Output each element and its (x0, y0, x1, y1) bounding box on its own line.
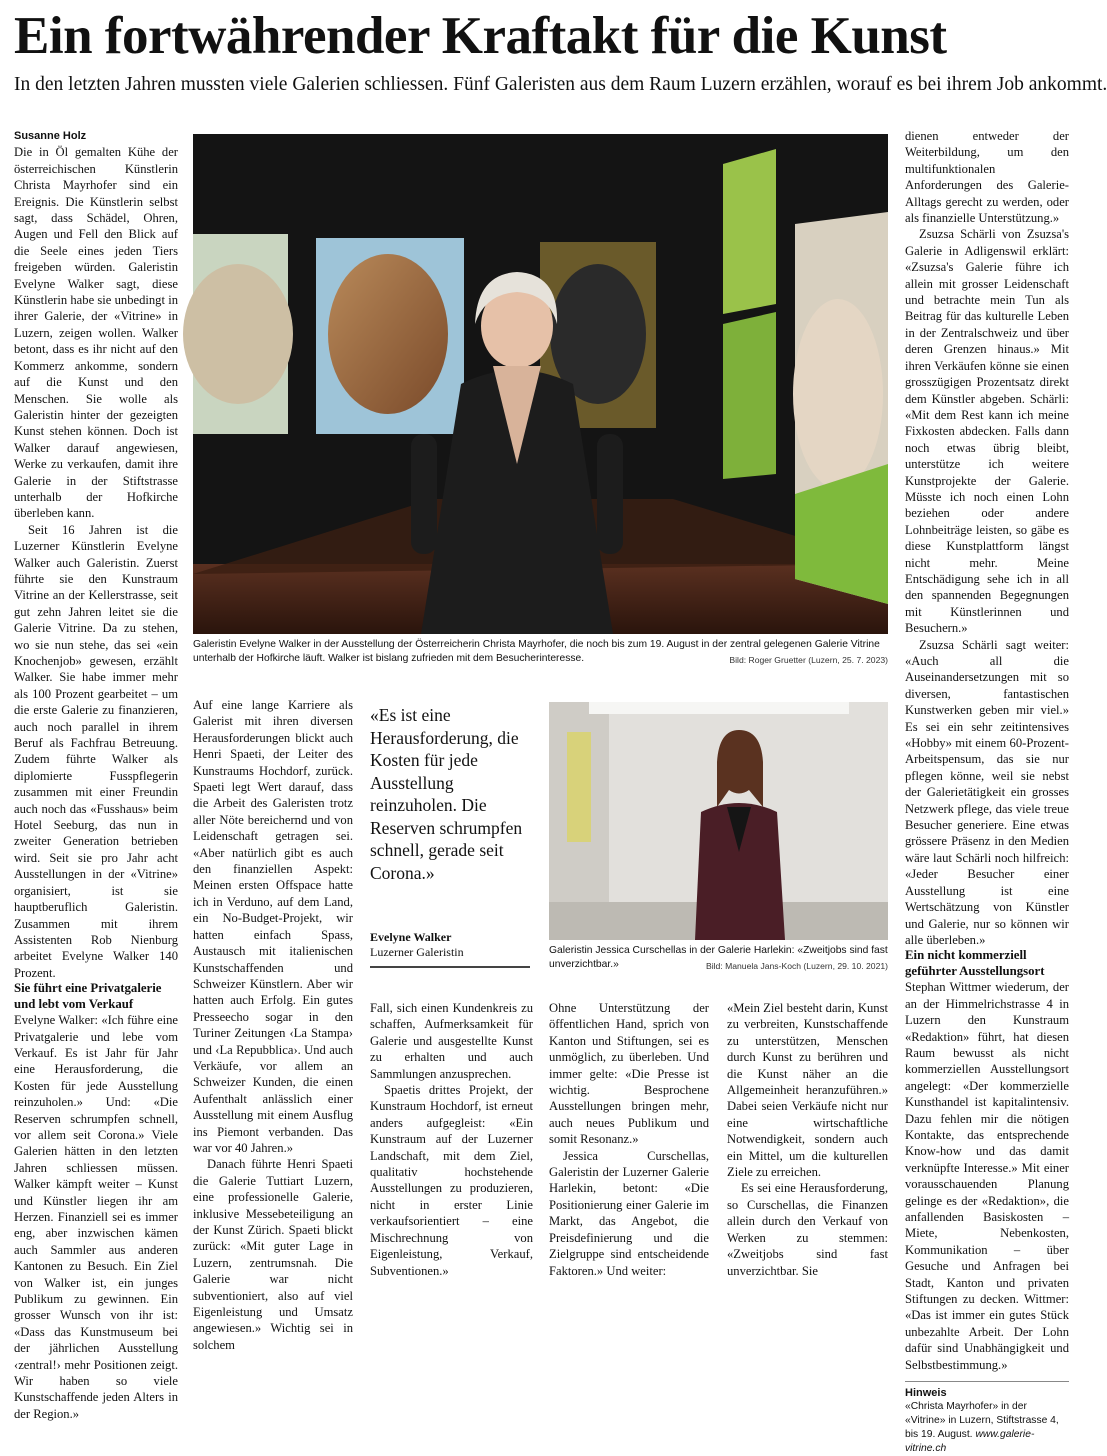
paragraph: Die in Öl gemalten Kühe der österreichischen Künstlerin Christa Mayrhofer sind ein Ereignis. Die Künstlerin selbst sagt, dass Schädel, Ohren, Augen und Fell den Blick auf die Seele eines jeden Tiers freigeben würden. Galeristin Evelyne Walker sagt, diese Künstlerin habe sie unbedingt in ihrer Galerie, der «Vitrine» in Luzern, zeigen wollen. Walker betont, dass es ihr nicht auf den Kommerz ankomme, sondern auf die Kunst und den Menschen. Sie wolle als Galeristin hinter der gezeigten Kunst stehen können. Doch ist Walker darauf angewiesen, Werke zu verkaufen, damit ihre Galerie in der Stiftstrasse unterhalb der Hofkirche überleben kann. (14, 145, 178, 521)
hinweis-box (905, 1381, 1069, 1456)
paragraph: Seit 16 Jahren ist die Luzerner Künstlerin Evelyne Walker auch Galeristin. Zuerst führte sie den Kunstraum Vitrine an der Kellerstrasse, seit gut zehn Jahren leitet sie die Galerie Vitrine. Da zu stehen, wo sie nun stehe, das sei «ein Knochenjob» gewesen, erzählt Walker. Sie habe immer mehr als 100 Prozent gearbeitet – um die erste Galerie zu finanzieren, auch noch parallel in ihrem Beruf als Fachfrau Betreuung. Zudem führte Walker als diplomierte Fusspflegerin zusammen mit einer Freundin auch noch das «Fusshaus» beim Hotel Seeburg, das nun in zweiter Generation betrieben wird. Seit sie pro Jahr acht Ausstellungen in der «Vitrine» organisiert, ist sie hauptberuflich Galeristin. Zusammen mit ihrem Assistenten Rob Nienburg arbeitet Evelyne Walker 140 Prozent. (14, 522, 178, 980)
pull-quote-role: Luzerner Galeristin (370, 945, 464, 959)
author-byline: Susanne Holz (14, 130, 87, 142)
photo-credit: Bild: Manuela Jans-Koch (Luzern, 29. 10. 2021) (705, 961, 888, 971)
pull-quote-name: Evelyne Walker (370, 930, 452, 944)
article-column-2 (193, 697, 353, 1352)
headline: Ein fortwährender Kraftakt für die Kunst (14, 7, 947, 65)
paragraph: Spaetis drittes Projekt, der Kunstraum Hochdorf, ist erneut anders aufgegleist: «Ein Kunstraum auf der Luzerner Landschaft, mit dem Ziel, qualitativ hochstehende Ausstellungen zu produzieren, nicht in erster Linie verkaufsorientiert – eine Mischrechnung von Eigenleistung, Verkauf, Subventionen.» (370, 1083, 533, 1278)
subheading: Ein nicht kommerziell geführter Ausstellungsort (905, 948, 1045, 978)
hinweis-title: Hinweis (905, 1387, 947, 1400)
paragraph: Fall, sich einen Kundenkreis zu schaffen, Aufmerksamkeit für Galerie und ausgestellte Kunst zu erhalten und auch Sammlungen anzusprechen. (370, 1001, 533, 1081)
pull-quote (370, 700, 530, 968)
photo-jessica-curschellas (549, 702, 888, 940)
paragraph: Zsuzsa Schärli sagt weiter: «Auch all die Auseinandersetzungen mit so diversen, fantastischen Kunstwerken geben mir viel.» Es sei ein sehr zeitintensives «Hobby» mit einem 60-Prozent-Arbeitspensum, das sie nur pflegen könne, weil sie nebst der Galerietätigkeit ein grosses Netzwerk pflege, das viele treue Besucher generiere. Eine etwas grössere Präsenz in den Medien wäre laut Schärli noch hilfreich: «Jeder Besucher einer Ausstellung ist eine Wertschätzung von Künstler und Galerie, nur so können wir alle überleben.» (905, 637, 1069, 947)
article-column-4 (549, 1000, 709, 1278)
photo-caption-2 (549, 944, 888, 973)
hinweis-text: «Christa Mayrhofer» in der «Vitrine» in Luzern, Stiftstrasse 4, bis 19. August. (905, 1401, 1059, 1441)
paragraph: dienen entweder der Weiterbildung, um den multifunktionalen Anforderungen des Galerie-Alltags gerecht zu werden, oder als finanzielle Unterstützung.» (905, 129, 1069, 226)
paragraph: «Mein Ziel besteht darin, Kunst zu verbreiten, Kunstschaffende zu unterstützen, Menschen durch Kunst zu berühren und die Kunst näher an die Allgemeinheit heranzuführen.» Dabei seien Verkäufe nicht nur eine wirtschaftliche Notwendigkeit, sondern auch ein Mittel, um die kulturellen Ziele zu erreichen. (727, 1001, 888, 1180)
caption-text: Galeristin Evelyne Walker in der Ausstellung der Österreicherin Christa Mayrhofer, die noch bis zum 19. August in der zentral gelegenen Galerie Vitrine unterhalb der Hofkirche läuft. Walker ist bislang zufrieden mit dem Besucherinteresse. (193, 639, 880, 664)
paragraph: Ohne Unterstützung der öffentlichen Hand, sprich von Kanton und Stiftungen, sei es unmöglich, zu überleben. Und immer gelte: «Die Presse ist wichtig. Besprochene Ausstellungen bringen mehr, auch neues Publikum und somit Resonanz.» (549, 1001, 709, 1147)
article-column-3 (370, 1000, 533, 1278)
paragraph: Danach führte Henri Spaeti die Galerie Tuttiart Luzern, eine professionelle Galerie, inklusive Messebeteiligung an der Kunst Zürich. Spaeti blickt zurück: «Mit guter Lage in Luzern, zentrumsnah. Die Galerie war nicht subventioniert, also auf viel Eigenleistung und Umsatz angewiesen.» Wichtig sei in solchem (193, 1157, 353, 1352)
photo-caption-1 (193, 638, 888, 667)
paragraph: Auf eine lange Karriere als Galerist mit ihren diversen Herausforderungen blickt auch Henri Spaeti, der Leiter des Kunstraums Hochdorf, zurück. Spaeti legt Wert darauf, dass die Arbeit des Galeristen trotz aller Nöte bereichernd und von Leidenschaft getragen sei. «Aber natürlich gibt es auch den finanziellen Aspekt: Meinen ersten Offspace hatte ich in Verduno, auf dem Land, ein No-Budget-Projekt, wir hatten einfach Spass, Austausch mit italienischen Kunstschaffenden und Schweizer Künstlern. Aber wir hatten auch Erfolg. Ein gutes Presseecho sogar in den Turiner Zeitungen ‹La Stampa› und ‹La Repubblica›. Und auch Verkäufe, vor allem an Schweizer Kunden, die einen Aufenthalt anlässlich einer Ausstellung mit einem Ausflug ins Piemont verbanden. Das war vor 40 Jahren.» (193, 698, 353, 1155)
caption-text: Galeristin Jessica Curschellas in der Galerie Harlekin: «Zweitjobs sind fast unverzichtbar.» (549, 945, 888, 970)
article-column-5 (727, 1000, 888, 1278)
photo-credit: Bild: Roger Gruetter (Luzern, 25. 7. 2023) (729, 655, 888, 665)
paragraph: Zsuzsa Schärli von Zsuzsa's Galerie in Adligenswil erklärt: «Zsuzsa's Galerie führe ich allein mit grosser Leidenschaft und betrachte mein Tun als Beitrag für das kulturelle Leben in der Zentralschweiz und über deren Grenzen hinaus.» Mit ihren Verkäufen könne sie einen grosszügigen Prozentsatz direkt dem Künstler abgeben. Schärli: «Mit dem Rest kann ich meine Fixkosten abdecken. Falls dann noch etwas übrig bleibt, unterstütze ich weitere Kunstprojekte der Galerie. Müsste ich noch einen Lohn beziehen oder andere Lohnbeiträge leisten, so gäbe es diese Kunstplattform längst nicht mehr. Meine Entschädigung sehe ich in all den spannenden Begegnungen mit Künstlerinnen und Besuchern.» (905, 227, 1069, 636)
paragraph: Jessica Curschellas, Galeristin der Luzerner Galerie Harlekin, betont: «Die Positionierung einer Galerie im Markt, das Angebot, die Preisdefinierung und die Zielgruppe sind entscheidende Faktoren.» Und weiter: (549, 1148, 709, 1278)
photo-evelyne-walker (193, 134, 888, 634)
lead-text: In den letzten Jahren mussten viele Galerien schliessen. Fünf Galeristen aus dem Raum Luzern erzählen, worauf es bei ihrem Job ankommt. (14, 74, 1107, 95)
paragraph: Evelyne Walker: «Ich führe eine Privatgalerie und lebe vom Verkauf. Es ist Jahr für Jahr eine Herausforderung, die Kosten für jede Ausstellung reinzuholen.» Und: «Die Reserven schrumpfen schnell, vor allem seit Corona.» Viele Galerien hätten in den letzten Jahren schliessen müssen. Walker kämpft weiter – Kunst und Künstler liegen ihr am Herzen. Finanziell sei es immer eng, aber inzwischen kämen auch Sammler aus anderen Kantonen zu Besuch. Ein Ziel von Walker ist, ein junges Publikum zu gewinnen. Ein grosser Wunsch von ihr ist: «Dass das Kunstmuseum bei der jährlichen Ausstellung ‹zentral!› mehr Positionen zeigt. Wir haben so viele Kunstschaffende jeden Alters in der Region.» (14, 1013, 178, 1421)
paragraph: Es sei eine Herausforderung, so Curschellas, die Finanzen allein durch den Verkauf von Werken zu stemmen: «Zweitjobs sind fast unverzichtbar. Sie (727, 1181, 888, 1278)
subheading: Sie führt eine Privatgalerie und lebt vom Verkauf (14, 981, 162, 1011)
article-column-1 (14, 128, 178, 1421)
hinweis-url[interactable]: www.galerie-vitrine.ch (905, 1429, 1035, 1455)
paragraph: Stephan Wittmer wiederum, der an der Himmelrichstrasse 4 in Luzern den Kunstraum «Redaktion» führt, hat diesen Raum bewusst als nicht kommerziellen Ausstellungsort angelegt: «Der kommerzielle Kunsthandel ist kapitalintensiv. Dazu fehlen mir die nötigen Kontakte, das entsprechende Know-how und das damit verknüpfte Interesse.» Mit einer vorausschauenden Planung gelinge es der «Redaktion», die anfallenden Basiskosten – Miete, Nebenkosten, Kommunikation – über Gesuche und Anfragen bei Stadt, Kanton und privaten Stiftungen zu decken. Wittmer: «Das ist immer ein gutes Stück unbezahlte Arbeit. Der Lohn dafür sind Unabhängigkeit und Selbstbestimmung.» (905, 980, 1069, 1372)
article-column-6 (905, 128, 1069, 1455)
pull-quote-text: «Es ist eine Herausforderung, die Kosten für jede Ausstellung reinzuholen. Die Reserven schrumpfen schnell, gerade seit Corona.» (370, 705, 523, 883)
gallery-photo-illustration (193, 134, 888, 634)
gallery-photo-illustration (549, 702, 888, 940)
